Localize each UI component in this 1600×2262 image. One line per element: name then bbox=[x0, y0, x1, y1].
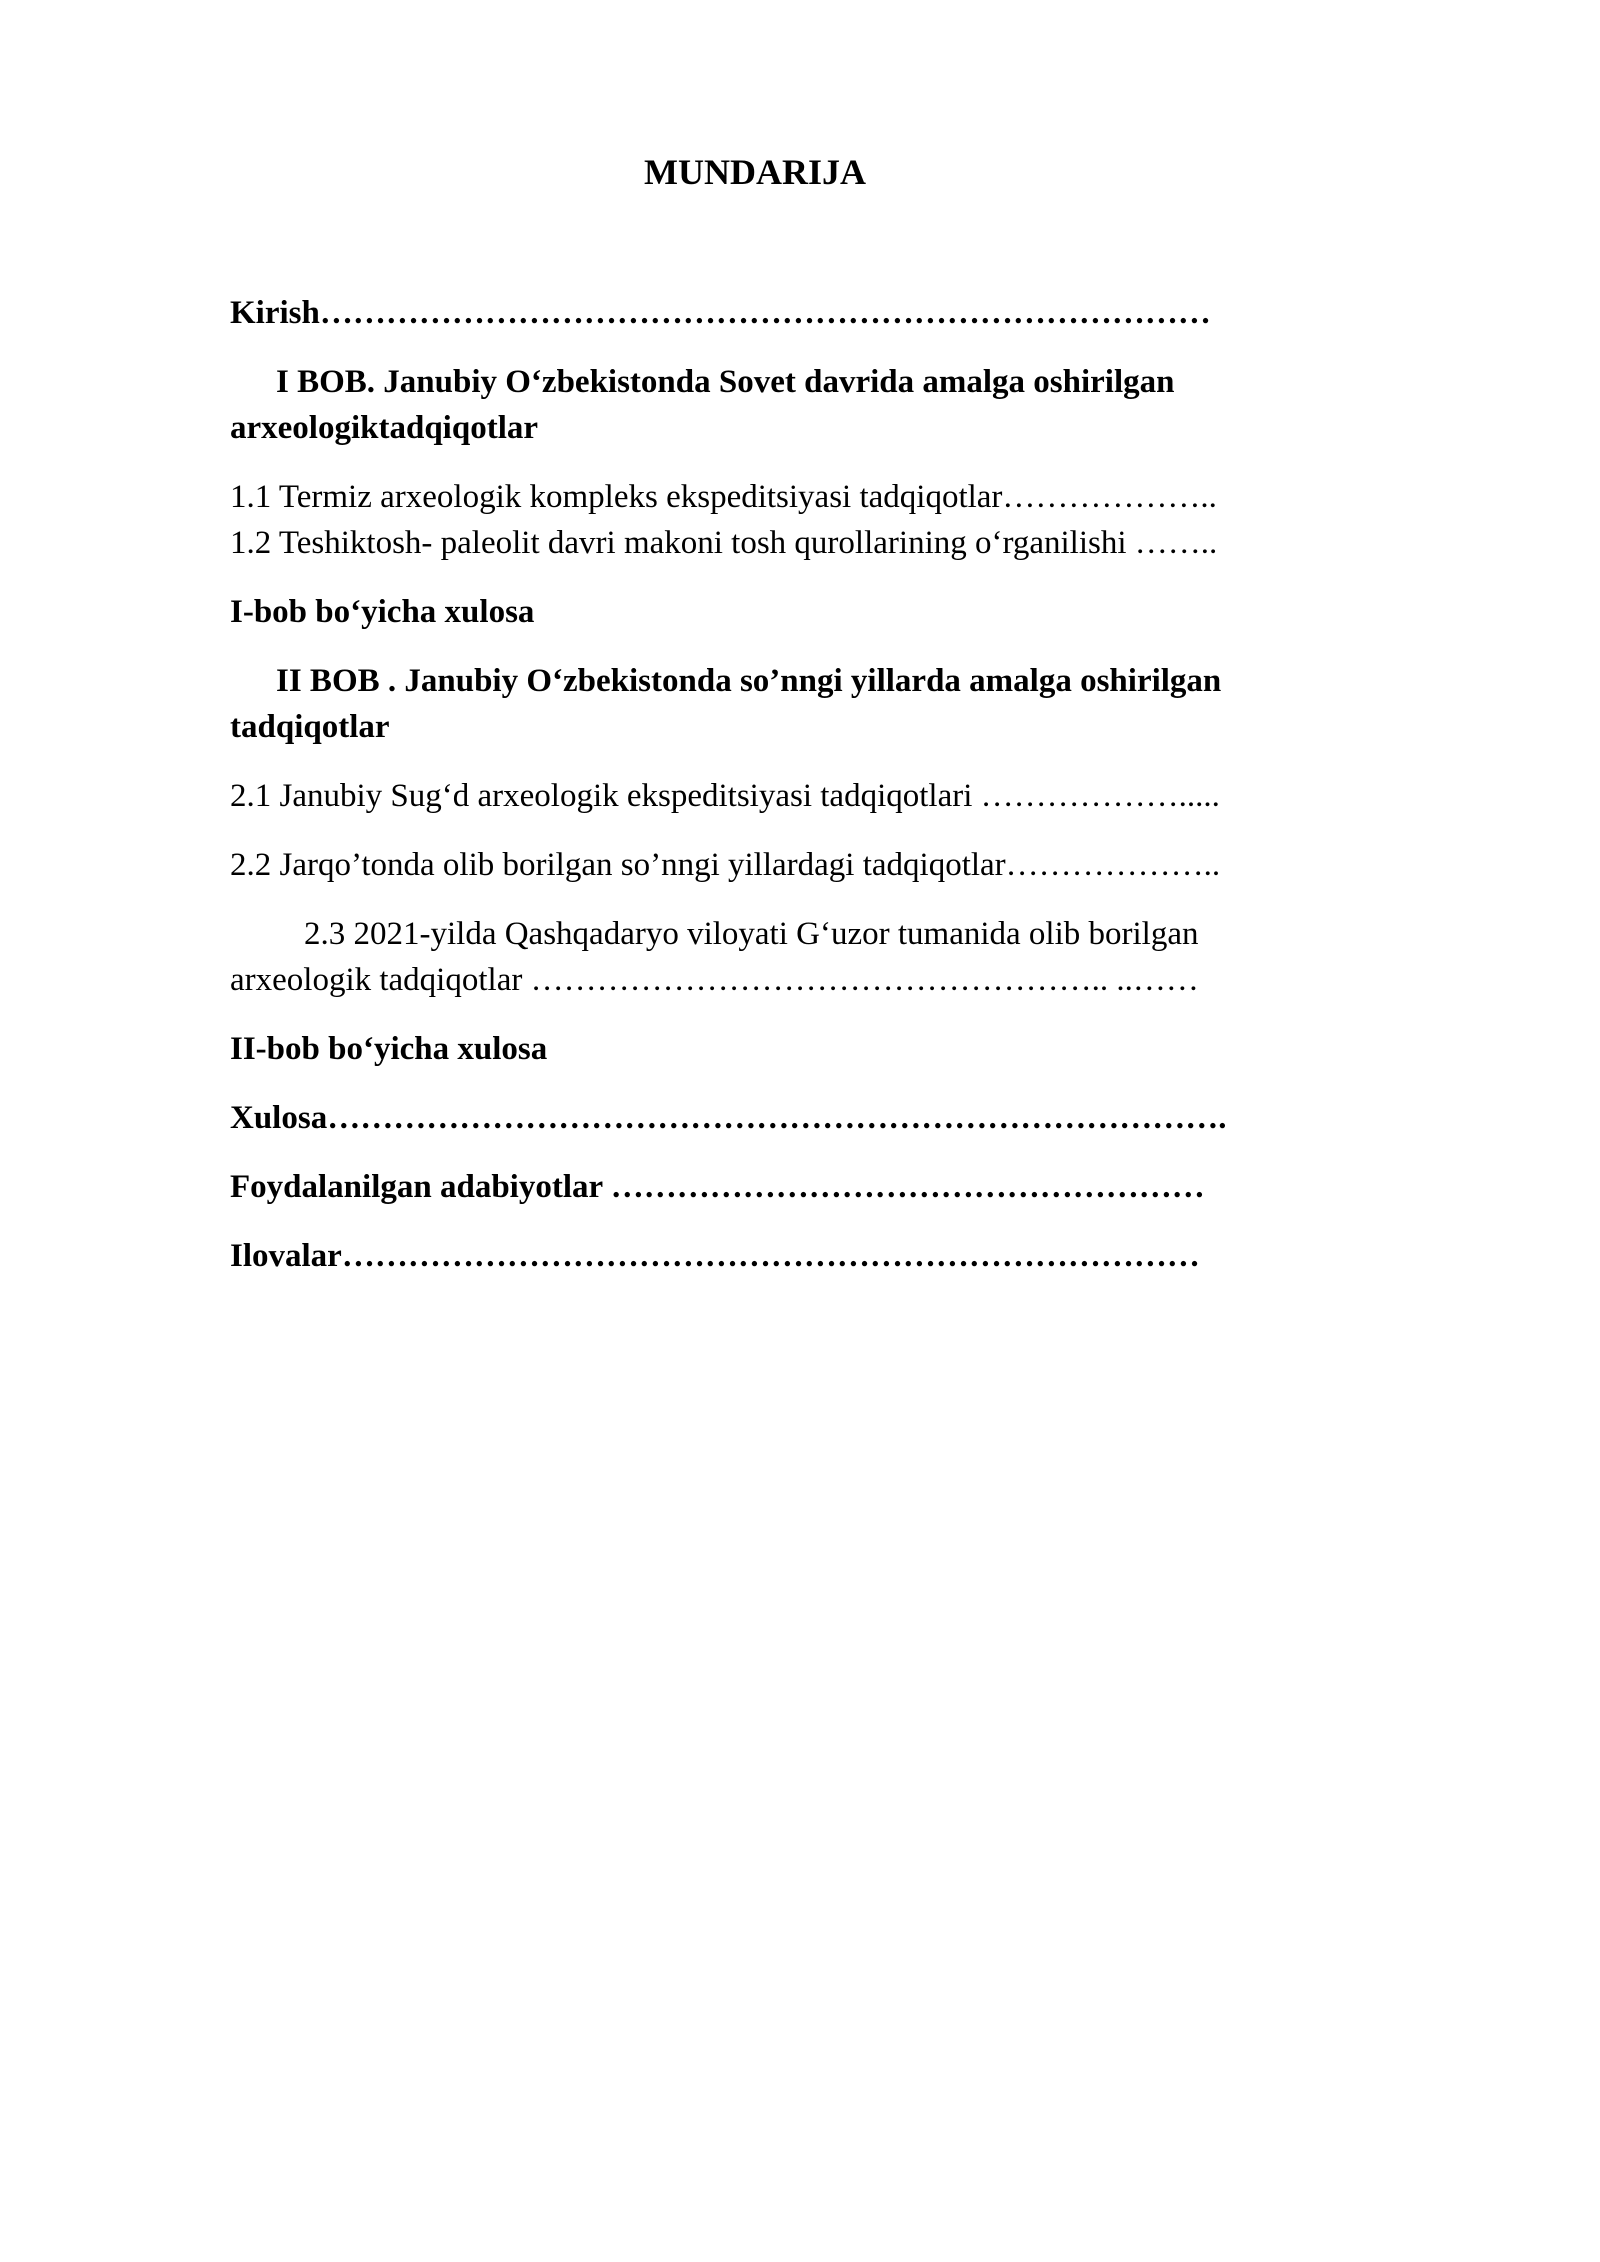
toc-entry-2-3: 2.3 2021-yilda Qashqadaryo viloyati G‘uzor tumanida olib borilgan bbox=[304, 916, 1199, 952]
page-title: MUNDARIJA bbox=[644, 152, 866, 192]
toc-entry-1-2: 1.2 Teshiktosh- paleolit davri makoni tosh qurollarining o‘rganilishi …….. bbox=[230, 525, 1218, 561]
toc-chapter-2-title: II BOB . Janubiy O‘zbekistonda so’nngi yillarda amalga oshirilgan bbox=[276, 663, 1222, 699]
toc-entry-2-3-continued: arxeologik tadqiqotlar …………………………………………….. ..…… bbox=[230, 962, 1199, 998]
toc-entry-appendices: Ilovalar…………………………………………………………………… bbox=[230, 1238, 1200, 1274]
toc-entry-xulosa: Xulosa………………………………………………………………………. bbox=[230, 1100, 1227, 1136]
toc-chapter-1-conclusion: I-bob bo‘yicha xulosa bbox=[230, 594, 535, 630]
toc-entry-2-1: 2.1 Janubiy Sug‘d arxeologik ekspeditsiyasi tadqiqotlari ………………..... bbox=[230, 778, 1220, 814]
toc-chapter-2-title-continued: tadqiqotlar bbox=[230, 709, 390, 745]
toc-entry-kirish: Kirish……………………………………………………………………… bbox=[230, 295, 1211, 331]
toc-entry-1-1: 1.1 Termiz arxeologik kompleks ekspeditsiyasi tadqiqotlar……………….. bbox=[230, 479, 1217, 515]
toc-entry-2-2: 2.2 Jarqo’tonda olib borilgan so’nngi yillardagi tadqiqotlar……………….. bbox=[230, 847, 1221, 883]
toc-chapter-1-title-continued: arxeologiktadqiqotlar bbox=[230, 410, 539, 446]
toc-chapter-1-title: I BOB. Janubiy O‘zbekistonda Sovet davrida amalga oshirilgan bbox=[276, 364, 1175, 400]
toc-entry-references: Foydalanilgan adabiyotlar ……………………………………………… bbox=[230, 1169, 1205, 1205]
toc-chapter-2-conclusion: II-bob bo‘yicha xulosa bbox=[230, 1031, 548, 1067]
